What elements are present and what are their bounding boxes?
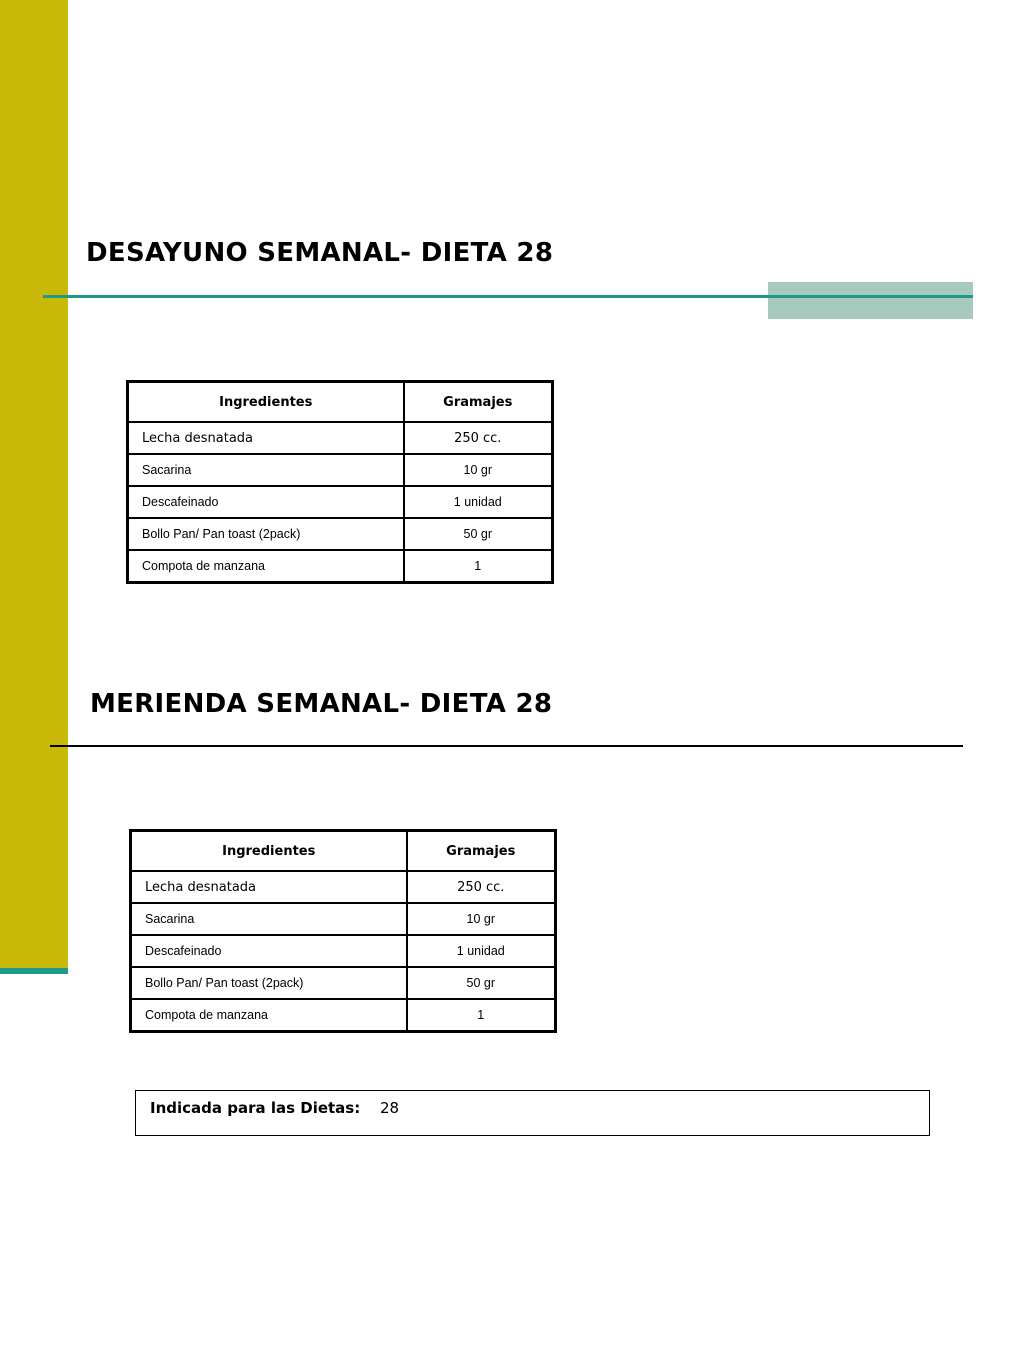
breakfast-table	[126, 380, 554, 584]
snack-table	[129, 829, 557, 1033]
grams-header: Gramajes	[407, 831, 556, 872]
amount-cell: 50 gr	[407, 967, 556, 999]
ingredient-cell: Sacarina	[131, 903, 407, 935]
ingredient-cell: Compota de manzana	[128, 550, 404, 583]
amount-cell: 1 unidad	[404, 486, 553, 518]
grams-header: Gramajes	[404, 382, 553, 423]
table-header-row	[128, 382, 553, 423]
indication-box	[135, 1090, 930, 1136]
indication-value: 28	[380, 1099, 400, 1117]
table-row	[128, 486, 553, 518]
title-underline	[50, 745, 963, 747]
table-row	[131, 967, 556, 999]
table-row	[128, 422, 553, 454]
ingredient-cell: Lecha desnatada	[128, 422, 404, 454]
ingredients-header: Ingredientes	[128, 382, 404, 423]
amount-cell: 1	[404, 550, 553, 583]
table-row	[131, 903, 556, 935]
ingredient-cell: Bollo Pan/ Pan toast (2pack)	[128, 518, 404, 550]
ingredients-header: Ingredientes	[131, 831, 407, 872]
indication-label: Indicada para las Dietas:	[150, 1099, 361, 1117]
ingredient-cell: Lecha desnatada	[131, 871, 407, 903]
amount-cell: 50 gr	[404, 518, 553, 550]
ingredient-cell: Bollo Pan/ Pan toast (2pack)	[131, 967, 407, 999]
amount-cell: 250 cc.	[407, 871, 556, 903]
title-underline	[43, 295, 973, 298]
sidebar-accent-line	[0, 968, 68, 974]
amount-cell: 1 unidad	[407, 935, 556, 967]
ingredient-cell: Descafeinado	[131, 935, 407, 967]
sidebar-decoration	[0, 0, 68, 968]
amount-cell: 10 gr	[407, 903, 556, 935]
table-row	[131, 871, 556, 903]
table-row	[131, 935, 556, 967]
table-row	[131, 999, 556, 1032]
ingredient-cell: Compota de manzana	[131, 999, 407, 1032]
table-row	[128, 518, 553, 550]
table-row	[128, 454, 553, 486]
breakfast-title: DESAYUNO SEMANAL- DIETA 28	[86, 238, 554, 268]
ingredient-cell: Sacarina	[128, 454, 404, 486]
amount-cell: 10 gr	[404, 454, 553, 486]
snack-title: MERIENDA SEMANAL- DIETA 28	[90, 689, 553, 719]
table-header-row	[131, 831, 556, 872]
amount-cell: 1	[407, 999, 556, 1032]
amount-cell: 250 cc.	[404, 422, 553, 454]
ingredient-cell: Descafeinado	[128, 486, 404, 518]
title-underline-block	[768, 282, 973, 319]
table-row	[128, 550, 553, 583]
